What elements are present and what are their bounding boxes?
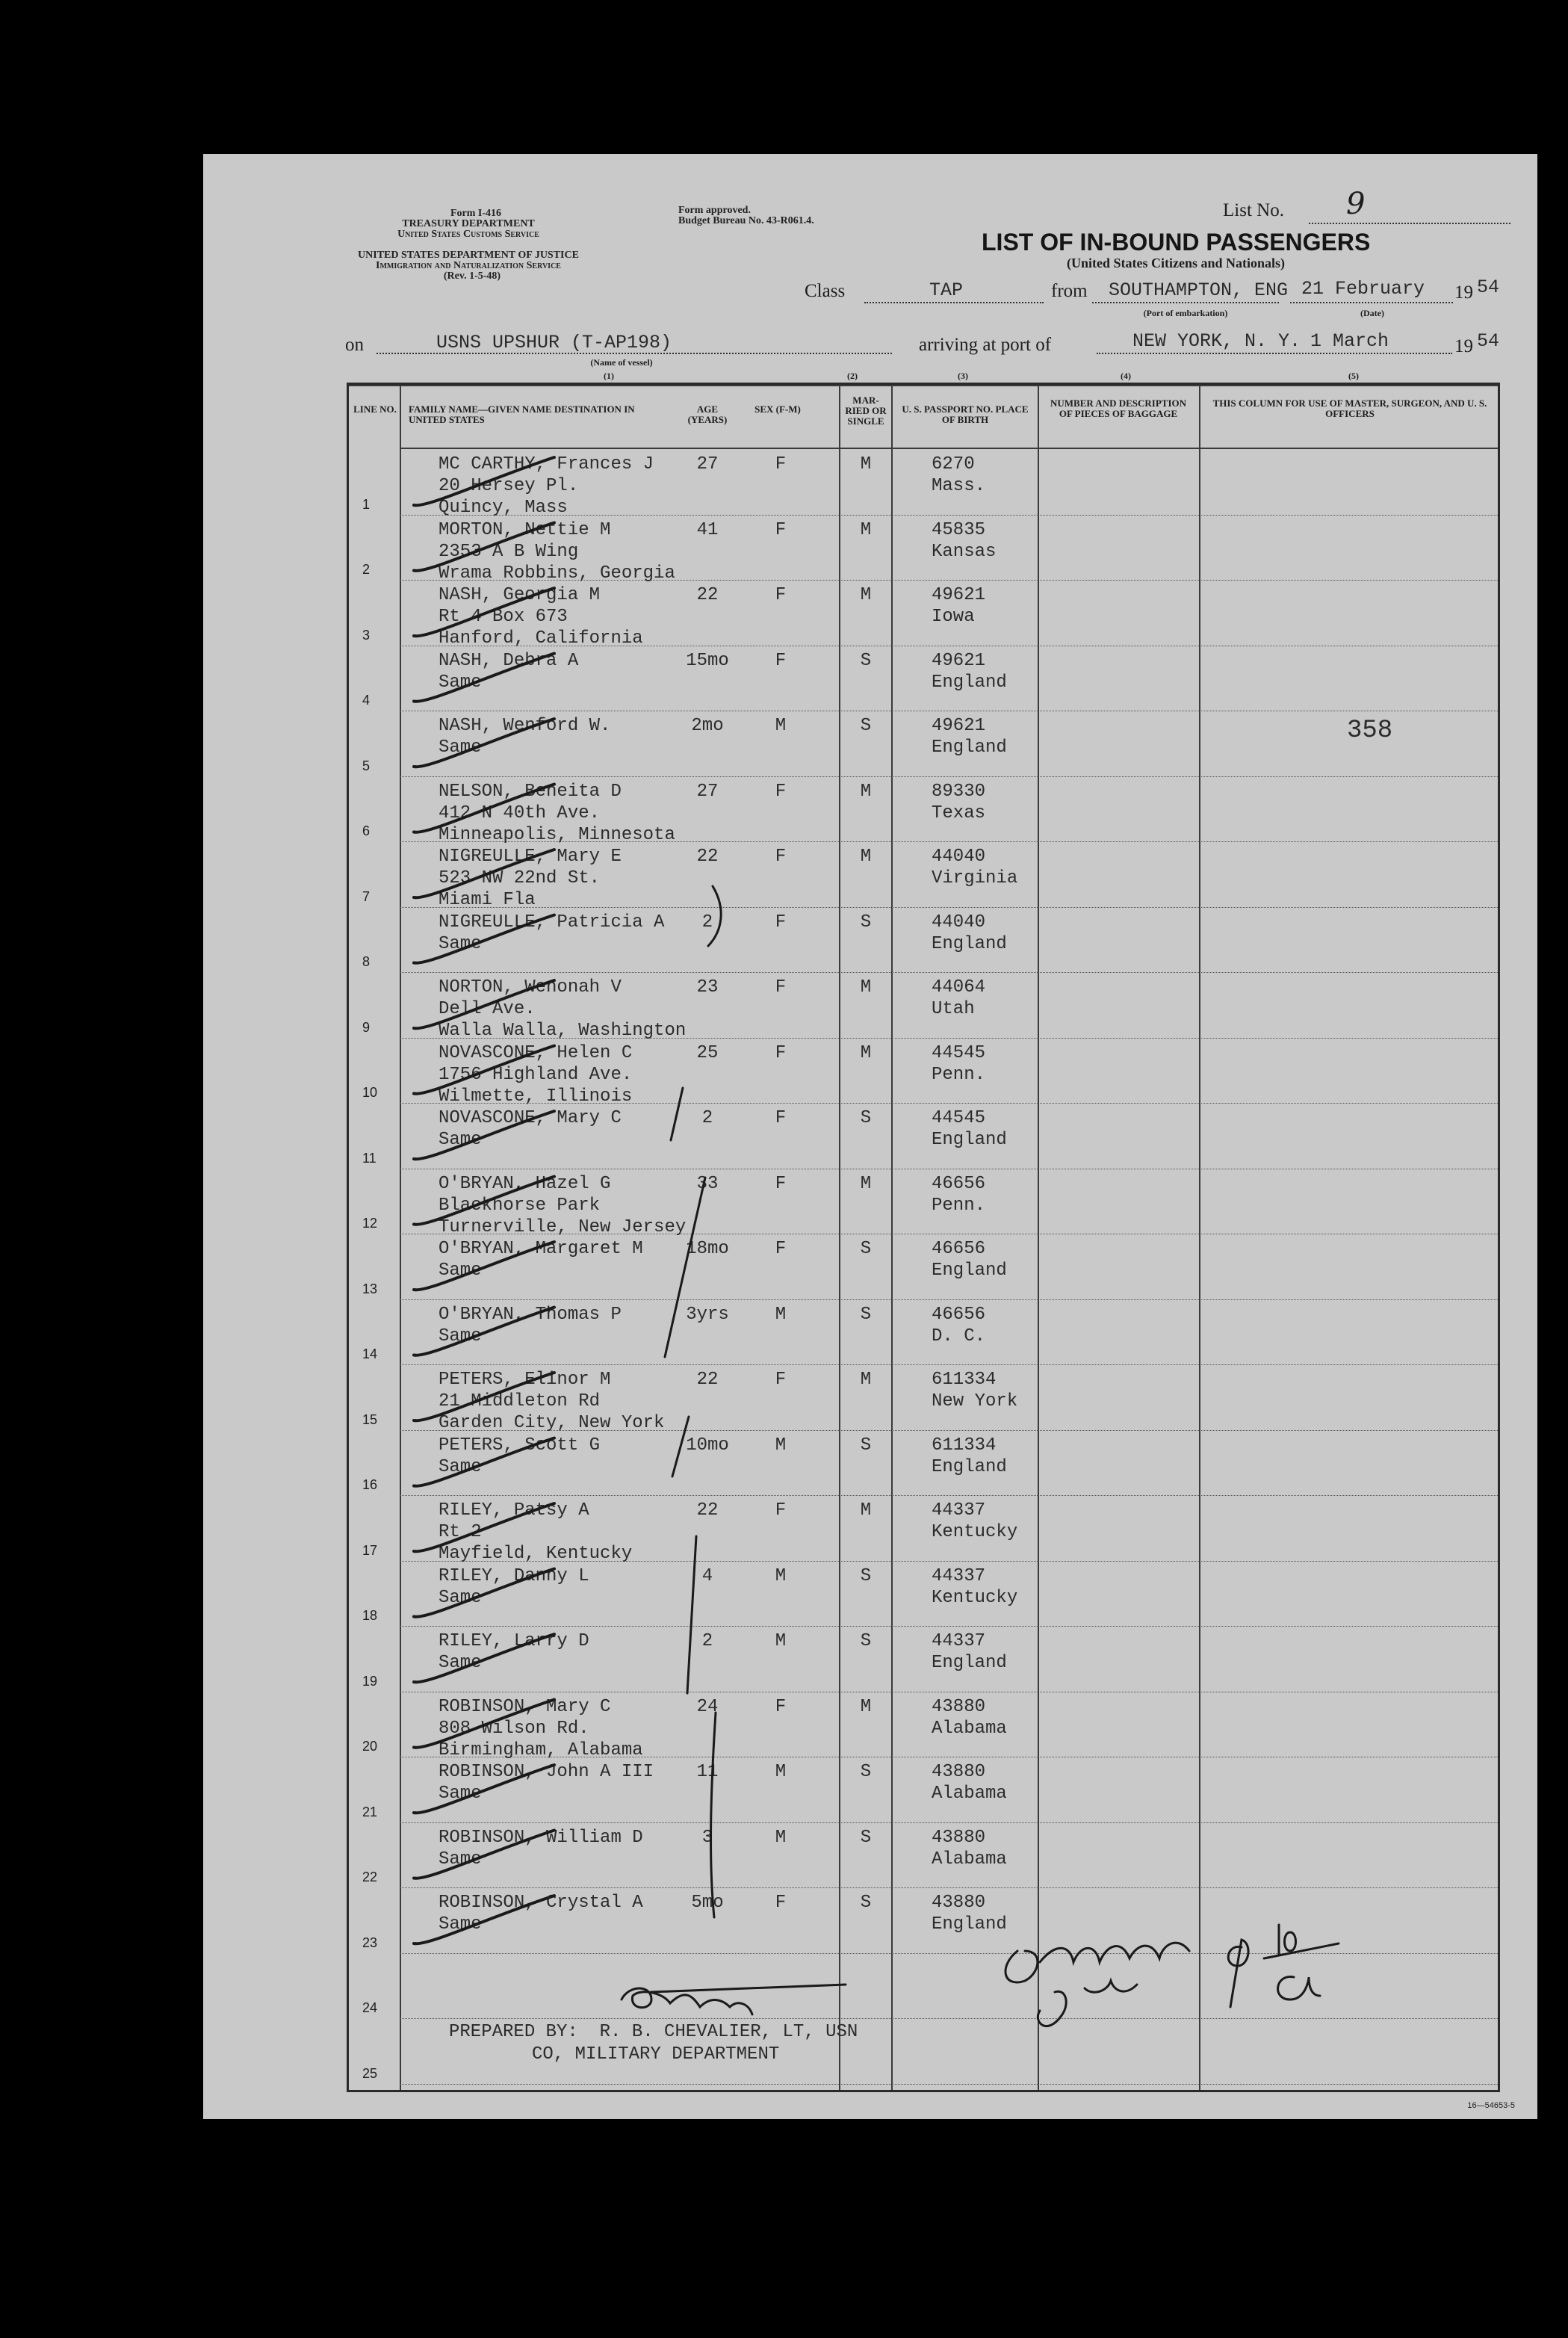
birthplace: Penn.: [932, 1064, 986, 1085]
passenger-marital: M: [860, 1696, 872, 1717]
passport-number: 46656: [932, 1304, 986, 1325]
birthplace: Iowa: [932, 607, 975, 627]
passport-number: 43880: [932, 1827, 986, 1848]
birthplace: England: [932, 1914, 1007, 1935]
passenger-age: 2mo: [691, 716, 724, 736]
passport-number: 44040: [932, 847, 986, 867]
line-number: 23: [362, 1935, 378, 1950]
date-hint: (Date): [1360, 308, 1384, 318]
birthplace: New York: [932, 1391, 1018, 1411]
header-sex: SEX (F-M): [754, 403, 801, 415]
passenger-sex: F: [775, 1042, 787, 1063]
immigration-service: Immigration and Naturalization Service: [376, 260, 561, 271]
passenger-name: NIGREULLE, Patricia A: [439, 912, 665, 933]
passenger-age: 2: [701, 1631, 713, 1651]
line-number: 11: [362, 1150, 376, 1166]
vessel-hint: (Name of vessel): [590, 357, 653, 368]
birthplace: England: [932, 737, 1007, 758]
line-number: 22: [362, 1870, 378, 1884]
passenger-age: 23: [696, 977, 719, 998]
passenger-name: O'BRYAN, Thomas P: [439, 1304, 622, 1325]
passport-number: 89330: [932, 781, 986, 802]
passenger-sex: F: [775, 1370, 787, 1390]
passenger-age: 3: [701, 1827, 713, 1848]
line-number: 9: [362, 1019, 371, 1035]
passenger-name: NOVASCONE, Mary C: [439, 1108, 622, 1128]
check-mark: [414, 1634, 554, 1682]
passenger-name: ROBINSON, John A III: [439, 1762, 654, 1782]
check-mark: [414, 1765, 554, 1813]
class-label: Class: [805, 281, 846, 301]
passenger-age: 41: [696, 519, 719, 540]
passenger-age: 22: [696, 1500, 719, 1521]
officer-initials: [1228, 1940, 1248, 2007]
passport-number: 46656: [932, 1239, 986, 1259]
check-mark: [414, 850, 554, 897]
check-mark: [414, 457, 554, 505]
birthplace: England: [932, 1653, 1007, 1673]
passenger-sex: F: [775, 1893, 787, 1913]
passenger-marital: S: [860, 1239, 872, 1259]
passenger-marital: S: [860, 716, 872, 736]
form-title: LIST OF IN-BOUND PASSENGERS: [982, 229, 1371, 256]
passenger-age: 2: [701, 912, 713, 933]
birthplace: Alabama: [932, 1784, 1007, 1804]
passenger-address: 20 Hersey Pl.: [439, 476, 579, 496]
passenger-name: NOVASCONE, Helen C: [439, 1042, 633, 1063]
passenger-address: Miami Fla: [439, 890, 536, 910]
passenger-sex: F: [775, 454, 787, 474]
passenger-address: Quincy, Mass: [439, 498, 568, 518]
check-mark: [414, 1569, 554, 1617]
embarkation-hint: (Port of embarkation): [1143, 308, 1228, 318]
passenger-sex: F: [775, 977, 787, 998]
passenger-age: 3yrs: [686, 1304, 729, 1325]
line-number: 21: [362, 1804, 378, 1819]
birthplace: England: [932, 1456, 1007, 1477]
passport-number: 49621: [932, 585, 986, 605]
check-mark: [414, 1503, 554, 1551]
passenger-sex: F: [775, 1696, 787, 1717]
passenger-name: MC CARTHY, Frances J: [439, 454, 654, 474]
line-number: 7: [362, 888, 371, 904]
passenger-marital: M: [860, 1042, 872, 1063]
line-number: 24: [362, 2000, 378, 2015]
list-no-label: List No.: [1223, 200, 1284, 220]
bracket-mark: [687, 1536, 696, 1693]
passenger-sex: M: [775, 1565, 787, 1586]
form-subtitle: (United States Citizens and Nationals): [1066, 256, 1285, 270]
class-value: TAP: [929, 279, 964, 301]
col-number-5: (5): [1348, 371, 1359, 381]
bracket-mark: [672, 1417, 689, 1476]
form-code: 16—54653-5: [1467, 2101, 1515, 2110]
passenger-sex: M: [775, 716, 787, 736]
line-number: 13: [362, 1281, 378, 1296]
passenger-age: 22: [696, 1370, 719, 1390]
line-number: 19: [362, 1673, 378, 1689]
form-number: Form I-416: [450, 208, 502, 219]
form-approval: Form approved.: [678, 205, 751, 216]
from-label: from: [1051, 281, 1088, 301]
passport-number: 44337: [932, 1565, 986, 1586]
header-officers: THIS COLUMN FOR USE OF MASTER, SURGEON, AND U. S. OFFICERS: [1212, 398, 1487, 419]
check-mark: [414, 1896, 554, 1943]
passenger-sex: F: [775, 1173, 787, 1194]
passport-number: 611334: [932, 1370, 997, 1390]
passenger-address: Same: [439, 1456, 482, 1477]
passenger-address: Wrama Robbins, Georgia: [439, 563, 675, 584]
passenger-sex: F: [775, 847, 787, 867]
bracket-mark: [671, 1088, 683, 1140]
justice-department: UNITED STATES DEPARTMENT OF JUSTICE: [358, 250, 579, 261]
prepared-by-unit: CO, MILITARY DEPARTMENT: [532, 2044, 780, 2065]
birthplace: Mass.: [932, 476, 986, 496]
passenger-marital: S: [860, 1108, 872, 1128]
passenger-age: 22: [696, 847, 719, 867]
list-no-value: 9: [1346, 187, 1366, 221]
line-number: 12: [362, 1216, 378, 1231]
passenger-marital: M: [860, 781, 872, 802]
passenger-name: NASH, Debra A: [439, 650, 579, 671]
line-number: 6: [362, 823, 371, 838]
check-mark: [414, 785, 554, 832]
passenger-sex: F: [775, 1500, 787, 1521]
passenger-name: O'BRYAN, Hazel G: [439, 1173, 611, 1194]
birthplace: D. C.: [932, 1326, 986, 1346]
check-mark: [414, 654, 554, 702]
birthplace: Texas: [932, 802, 986, 823]
arrival-port: NEW YORK, N. Y.: [1132, 330, 1301, 352]
passenger-marital: S: [860, 1893, 872, 1913]
passenger-address: Same: [439, 1849, 482, 1870]
passport-number: 6270: [932, 454, 975, 474]
passenger-marital: S: [860, 1565, 872, 1586]
passenger-age: 27: [696, 454, 719, 474]
passport-number: 611334: [932, 1435, 997, 1456]
line-number: 8: [362, 954, 371, 969]
officer-initials: [1264, 1943, 1339, 2000]
passenger-name: ROBINSON, Crystal A: [439, 1893, 643, 1913]
passenger-age: 2: [701, 1108, 713, 1128]
passenger-sex: F: [775, 912, 787, 933]
passenger-name: PETERS, Scott G: [439, 1435, 601, 1456]
passenger-address: Hanford, California: [439, 628, 643, 649]
passenger-sex: M: [775, 1435, 787, 1456]
passenger-address: Same: [439, 1914, 482, 1935]
check-mark: [414, 1046, 554, 1094]
date-year: 54: [1477, 276, 1500, 298]
passenger-marital: S: [860, 912, 872, 933]
passenger-age: 11: [696, 1762, 719, 1782]
birthplace: England: [932, 933, 1007, 954]
passport-number: 45835: [932, 519, 986, 540]
passenger-marital: M: [860, 1370, 872, 1390]
birthplace: England: [932, 1261, 1007, 1281]
passport-number: 44545: [932, 1042, 986, 1063]
passport-number: 43880: [932, 1762, 986, 1782]
passenger-name: NASH, Georgia M: [439, 585, 601, 605]
passenger-marital: M: [860, 519, 872, 540]
passenger-marital: S: [860, 1435, 872, 1456]
passenger-address: Dell Ave.: [439, 999, 536, 1019]
birthplace: Alabama: [932, 1849, 1007, 1870]
passport-number: 44337: [932, 1631, 986, 1651]
passenger-age: 10mo: [686, 1435, 729, 1456]
bracket-mark: [711, 1713, 716, 1917]
budget-bureau: Budget Bureau No. 43-R061.4.: [678, 215, 814, 226]
passport-number: 43880: [932, 1696, 986, 1717]
passenger-name: NORTON, Wenonah V: [439, 977, 622, 998]
col-number-4: (4): [1121, 371, 1131, 381]
passenger-address: Same: [439, 1261, 482, 1281]
check-mark: [414, 1438, 554, 1486]
check-mark: [414, 1111, 554, 1159]
passport-number: 44040: [932, 912, 986, 933]
passenger-address: Same: [439, 672, 482, 693]
check-mark: [414, 980, 554, 1028]
passenger-sex: M: [775, 1631, 787, 1651]
header-passport: U. S. PASSPORT NO. PLACE OF BIRTH: [902, 403, 1029, 425]
passenger-address: Blackhorse Park: [439, 1195, 601, 1216]
birthplace: Kentucky: [932, 1587, 1018, 1608]
line-number: 1: [362, 496, 371, 512]
officer-initials: [1038, 1981, 1137, 2026]
col-number-2: (2): [847, 371, 858, 381]
passenger-address: Mayfield, Kentucky: [439, 1544, 633, 1564]
line-number: 16: [362, 1477, 378, 1492]
date-year-prefix: 19: [1454, 282, 1473, 303]
birthplace: Kentucky: [932, 1522, 1018, 1542]
passenger-age: 5mo: [691, 1893, 724, 1913]
arrival-year: 54: [1477, 330, 1500, 352]
line-number: 5: [362, 758, 371, 773]
passenger-marital: S: [860, 650, 872, 671]
line-number: 14: [362, 1346, 378, 1361]
form-revision: (Rev. 1-5-48): [443, 270, 501, 282]
passport-number: 46656: [932, 1173, 986, 1194]
passenger-sex: M: [775, 1762, 787, 1782]
passenger-marital: S: [860, 1827, 872, 1848]
passenger-address: Same: [439, 1130, 482, 1150]
passenger-age: 22: [696, 585, 719, 605]
passenger-marital: S: [860, 1762, 872, 1782]
bracket-mark: [665, 1178, 705, 1357]
arriving-label: arriving at port of: [919, 335, 1052, 355]
arrival-date: 1 March: [1310, 330, 1389, 352]
passenger-age: 33: [696, 1173, 719, 1194]
line-number: 2: [362, 562, 371, 577]
header-baggage: NUMBER AND DESCRIPTION OF PIECES OF BAGGAGE: [1050, 398, 1187, 419]
passenger-address: Same: [439, 1653, 482, 1673]
passenger-name: RILEY, Danny L: [439, 1565, 589, 1586]
signature: [622, 1988, 752, 2014]
header-marital: MAR-RIED OR SINGLE: [845, 395, 887, 427]
birthplace: Penn.: [932, 1195, 986, 1216]
passenger-address: 523 NW 22nd St.: [439, 868, 601, 888]
passenger-address: 412 N 40th Ave.: [439, 802, 601, 823]
check-mark: [414, 1373, 554, 1420]
passenger-name: NASH, Wenford W.: [439, 716, 611, 736]
check-mark: [414, 588, 554, 636]
passenger-sex: F: [775, 585, 787, 605]
line-number: 18: [362, 1608, 378, 1623]
passenger-name: PETERS, Elinor M: [439, 1370, 611, 1390]
passenger-age: 4: [701, 1565, 713, 1586]
birthplace: Alabama: [932, 1718, 1007, 1739]
officer-initials: [1005, 1943, 1189, 1982]
passport-number: 44064: [932, 977, 986, 998]
passenger-name: RILEY, Patsy A: [439, 1500, 589, 1521]
passenger-address: Garden City, New York: [439, 1413, 665, 1433]
prepared-by: PREPARED BY: R. B. CHEVALIER, LT, USN: [449, 2022, 858, 2042]
birthplace: Utah: [932, 999, 975, 1019]
passenger-name: O'BRYAN, Margaret M: [439, 1239, 643, 1259]
passenger-address: Same: [439, 1326, 482, 1346]
passenger-name: NELSON, Beneita D: [439, 781, 622, 802]
passenger-age: 18mo: [686, 1239, 729, 1259]
check-mark: [414, 1177, 554, 1225]
passenger-sex: F: [775, 1108, 787, 1128]
handwriting-layer: [203, 154, 1537, 2119]
birthplace: England: [932, 1130, 1007, 1150]
treasury-department: TREASURY DEPARTMENT: [402, 218, 535, 229]
passenger-name: ROBINSON, William D: [439, 1827, 643, 1848]
header-line-no: LINE NO.: [353, 403, 397, 415]
passenger-marital: M: [860, 1500, 872, 1521]
on-label: on: [345, 335, 364, 355]
passenger-address: Rt 2: [439, 1522, 482, 1542]
passport-number: 43880: [932, 1893, 986, 1913]
col-number-1: (1): [604, 371, 614, 381]
header-name: FAMILY NAME—GIVEN NAME DESTINATION IN UNITED STATES: [409, 403, 635, 425]
passenger-address: Rt 4 Box 673: [439, 607, 568, 627]
passenger-sex: F: [775, 1239, 787, 1259]
line-number: 3: [362, 627, 371, 643]
passenger-age: 27: [696, 781, 719, 802]
passenger-sex: F: [775, 781, 787, 802]
passenger-marital: S: [860, 1304, 872, 1325]
line-number: 20: [362, 1739, 378, 1754]
check-mark: [414, 915, 554, 963]
passenger-marital: M: [860, 977, 872, 998]
passenger-address: 2353 A B Wing: [439, 541, 579, 562]
passenger-address: Same: [439, 737, 482, 758]
passenger-marital: S: [860, 1631, 872, 1651]
passenger-marital: M: [860, 847, 872, 867]
check-mark: [414, 719, 554, 767]
passport-number: 44545: [932, 1108, 986, 1128]
passenger-name: ROBINSON, Mary C: [439, 1696, 611, 1717]
passenger-age: 15mo: [686, 650, 729, 671]
passenger-address: 21 Middleton Rd: [439, 1391, 601, 1411]
passenger-address: Same: [439, 1587, 482, 1608]
passenger-sex: M: [775, 1827, 787, 1848]
header-age: AGE (YEARS): [687, 403, 728, 425]
line-number: 10: [362, 1085, 378, 1100]
passenger-sex: F: [775, 519, 787, 540]
arrival-year-prefix: 19: [1454, 336, 1473, 356]
passenger-name: MORTON, Nettie M: [439, 519, 611, 540]
passenger-sex: F: [775, 650, 787, 671]
check-mark: [414, 523, 554, 571]
passenger-address: 808 Wilson Rd.: [439, 1718, 589, 1739]
line-number: 25: [362, 2065, 378, 2081]
line-number: 15: [362, 1411, 378, 1427]
check-mark: [414, 1242, 554, 1290]
departure-date: 21 February: [1301, 278, 1425, 300]
check-mark: [414, 1700, 554, 1748]
birthplace: England: [932, 672, 1007, 693]
passenger-list-form: [203, 154, 1537, 2119]
birthplace: Kansas: [932, 541, 997, 562]
passenger-age: 25: [696, 1042, 719, 1063]
birthplace: Virginia: [932, 868, 1018, 888]
line-number: 4: [362, 693, 371, 708]
passenger-address: Wilmette, Illinois: [439, 1086, 633, 1107]
passenger-address: Walla Walla, Washington: [439, 1021, 687, 1041]
passport-number: 44337: [932, 1500, 986, 1521]
passenger-name: NIGREULLE, Mary E: [439, 847, 622, 867]
bracket-mark: [708, 886, 721, 946]
passenger-marital: M: [860, 454, 872, 474]
passenger-address: Same: [439, 1784, 482, 1804]
check-mark: [414, 1308, 554, 1355]
officer-note: 358: [1347, 717, 1393, 745]
check-mark: [414, 1831, 554, 1878]
passenger-sex: M: [775, 1304, 787, 1325]
col-number-3: (3): [958, 371, 968, 381]
embarkation-port: SOUTHAMPTON, ENG: [1109, 279, 1289, 301]
passport-number: 49621: [932, 650, 986, 671]
passenger-address: Turnerville, New Jersey: [439, 1216, 687, 1237]
passenger-address: Minneapolis, Minnesota: [439, 824, 675, 845]
passenger-age: 24: [696, 1696, 719, 1717]
passenger-address: Birmingham, Alabama: [439, 1739, 643, 1760]
passenger-name: RILEY, Larry D: [439, 1631, 589, 1651]
passenger-address: Same: [439, 933, 482, 954]
passport-number: 49621: [932, 716, 986, 736]
officer-initials: [1279, 1925, 1296, 1955]
passenger-marital: M: [860, 1173, 872, 1194]
vessel-name: USNS UPSHUR (T-AP198): [436, 332, 672, 353]
signature: [651, 1985, 846, 1992]
passenger-marital: M: [860, 585, 872, 605]
passenger-address: 1756 Highland Ave.: [439, 1064, 633, 1085]
line-number: 17: [362, 1542, 378, 1558]
customs-service: United States Customs Service: [397, 229, 539, 240]
